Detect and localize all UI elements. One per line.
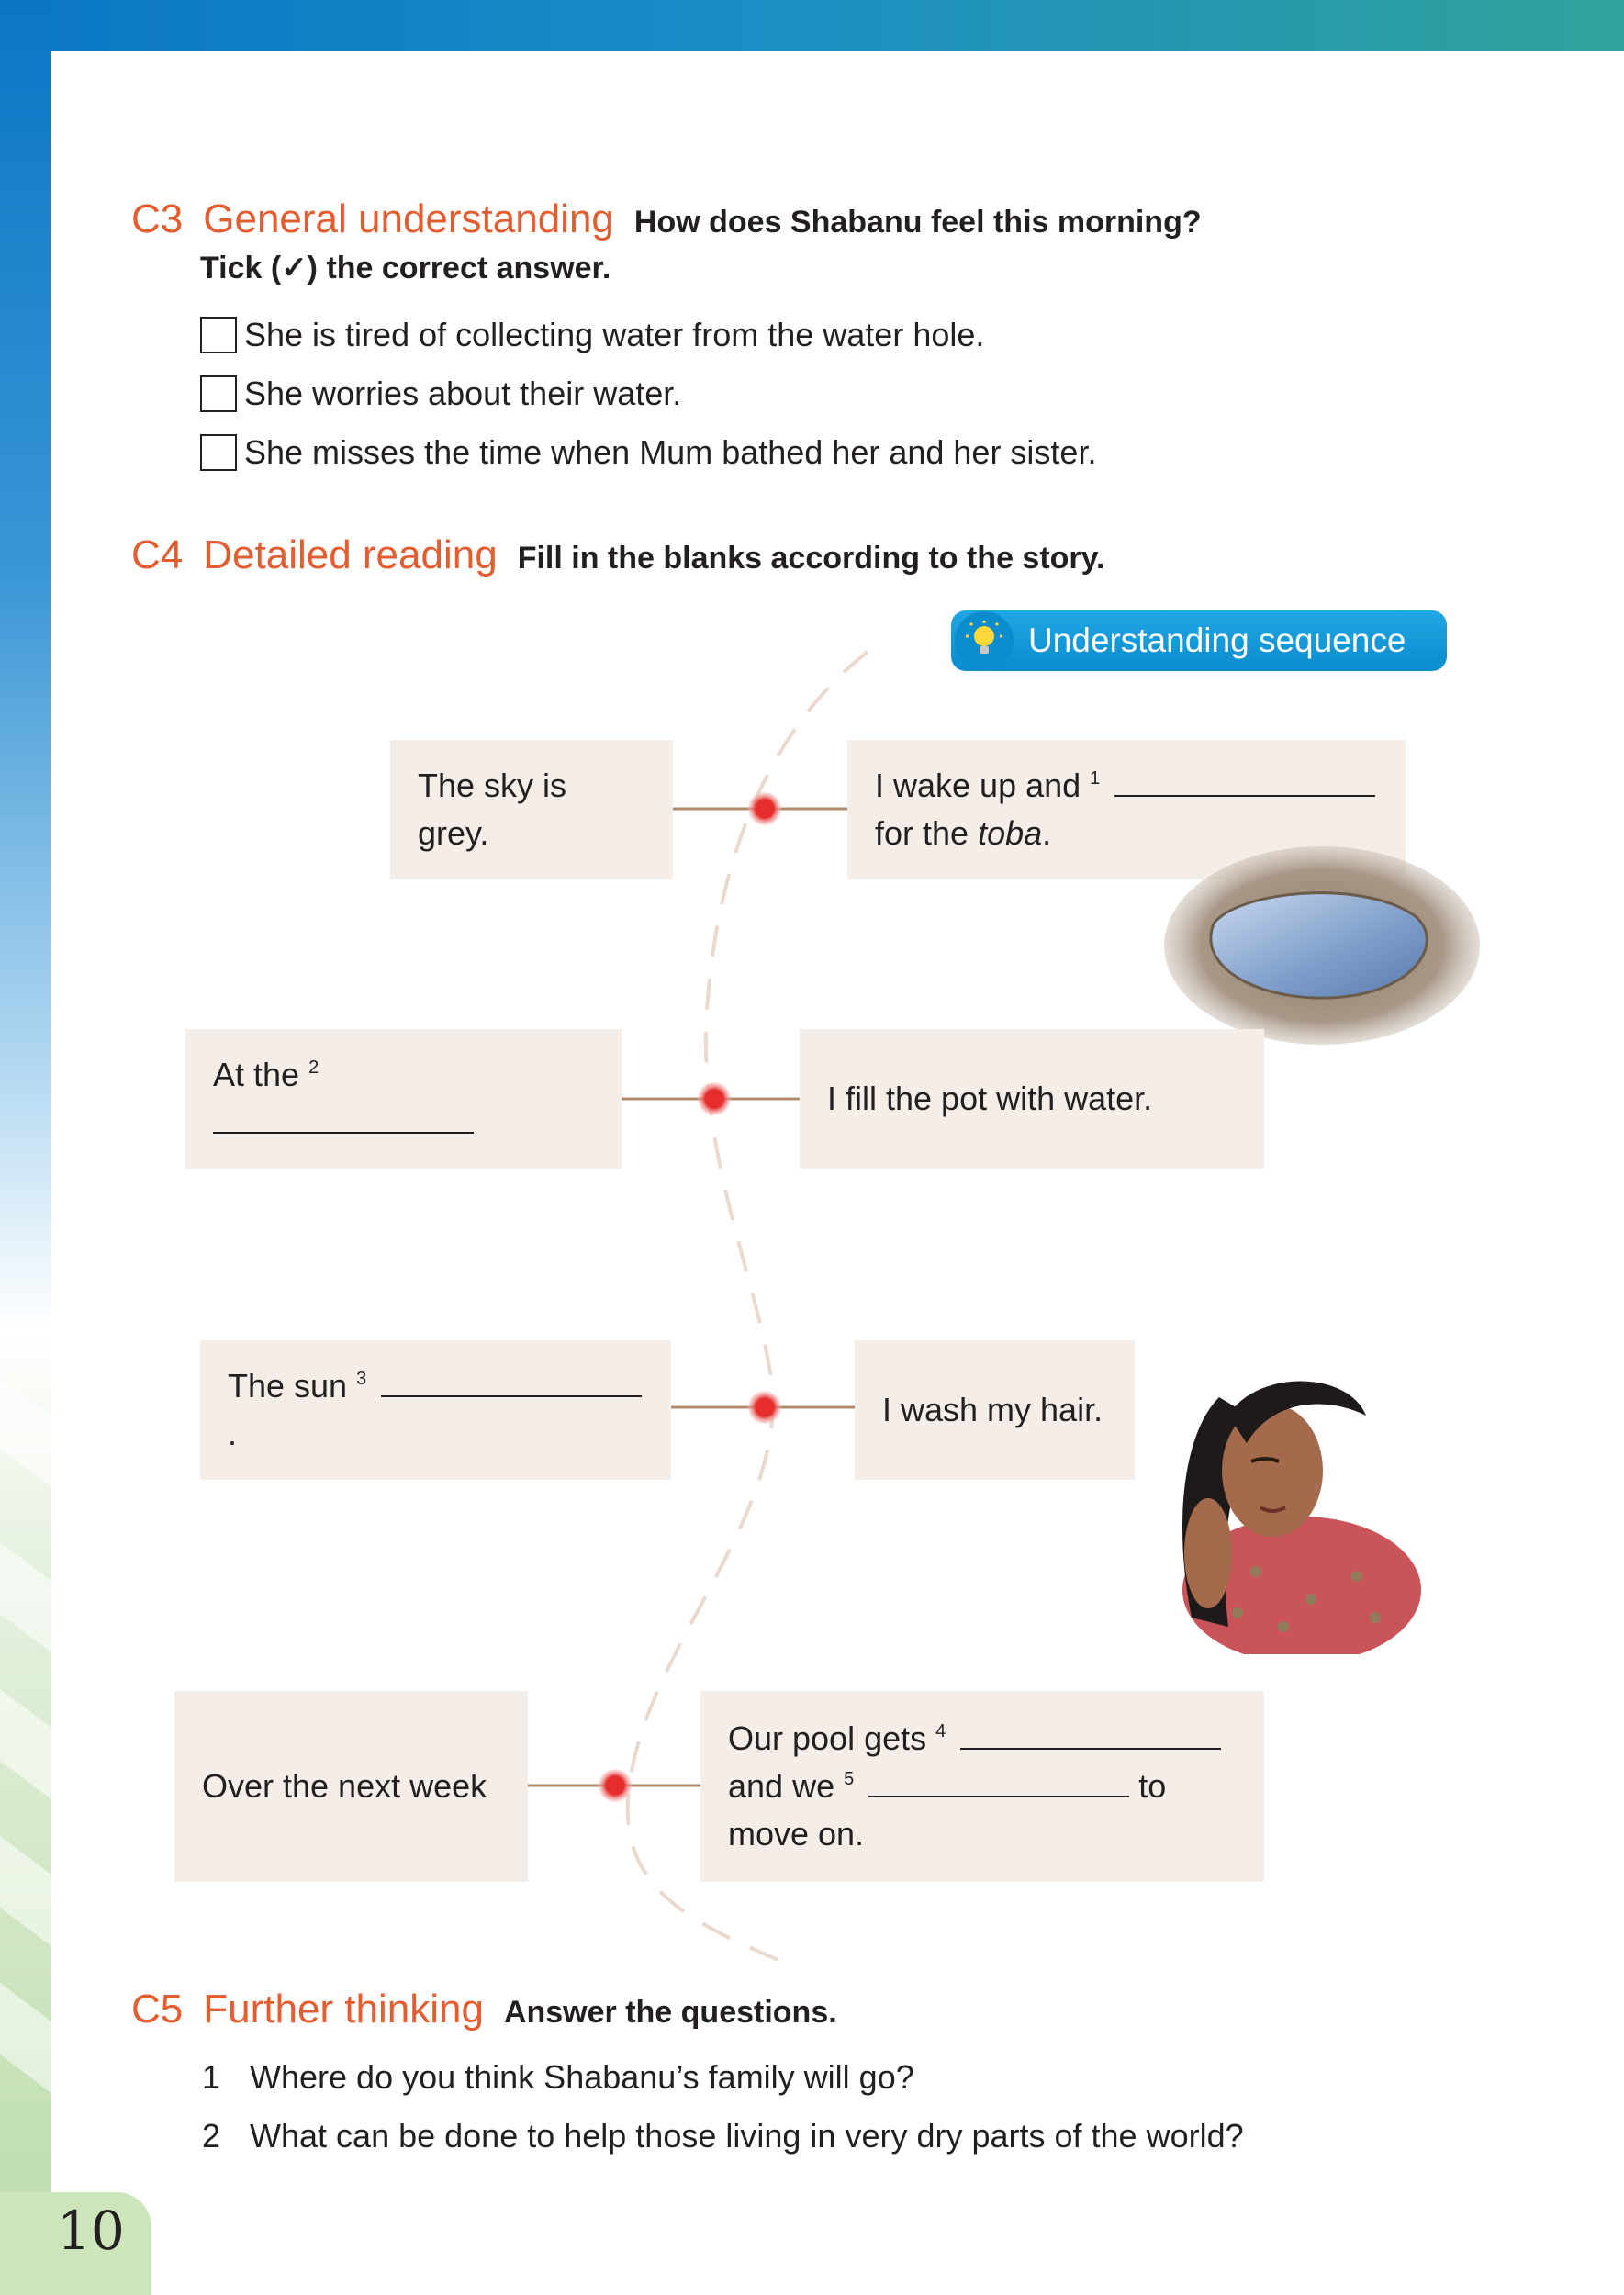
blank-number: 3	[356, 1368, 367, 1389]
box-text: move on.	[728, 1815, 865, 1853]
left-color-band	[0, 0, 51, 2295]
blank-number: 2	[308, 1057, 319, 1078]
box-text: At the	[213, 1055, 300, 1093]
answer-option	[200, 433, 1096, 472]
skill-badge	[951, 610, 1447, 671]
box-text: The sun	[228, 1366, 348, 1405]
timeline-box-right	[855, 1340, 1135, 1480]
timeline-box-left	[390, 740, 673, 879]
box-text: .	[1042, 814, 1052, 852]
tick-box[interactable]	[200, 434, 237, 471]
blank-4[interactable]	[960, 1717, 1221, 1750]
c4-instruction: Fill in the blanks according to the story.	[517, 541, 1105, 576]
box-text: I wake up and	[875, 766, 1081, 804]
box-text: Our pool gets	[728, 1718, 927, 1757]
tick-box[interactable]	[200, 317, 237, 353]
box-text: Over the next week	[202, 1766, 487, 1805]
c3-title: General understanding	[203, 196, 614, 241]
box-text: for the	[875, 814, 969, 852]
c4-title: Detailed reading	[203, 532, 498, 577]
c3-code: C3	[131, 196, 184, 241]
question-text: Where do you think Shabanu’s family will go?	[250, 2058, 914, 2096]
c5-title: Further thinking	[203, 1987, 484, 2032]
timeline-box-right	[800, 1029, 1264, 1169]
answer-option	[200, 375, 681, 413]
top-color-band	[0, 0, 1624, 51]
box-text: I wash my hair.	[882, 1390, 1103, 1428]
box-text: I fill the pot with water.	[827, 1079, 1153, 1117]
c5-code: C5	[131, 1987, 184, 2032]
question-text: What can be done to help those living in very dry parts of the world?	[250, 2117, 1244, 2155]
box-text: .	[228, 1415, 238, 1452]
answer-option-text: She misses the time when Mum bathed her and her sister.	[244, 433, 1097, 471]
blank-number: 5	[844, 1768, 855, 1789]
answer-option	[200, 316, 984, 354]
blank-number: 1	[1090, 767, 1101, 789]
blank-number: 4	[935, 1720, 946, 1741]
box-text: to	[1138, 1766, 1167, 1805]
page-number: 10	[57, 2200, 125, 2262]
tick-box[interactable]	[200, 375, 237, 412]
c3-instruction: How does Shabanu feel this morning?	[633, 205, 1202, 240]
question-number: 2	[202, 2117, 221, 2155]
timeline-box-right	[700, 1691, 1264, 1882]
timeline-box-left	[185, 1029, 622, 1169]
c4-heading	[131, 532, 1105, 578]
girl-washing-hair-illustration	[1164, 1360, 1439, 1654]
blank-3[interactable]	[381, 1364, 642, 1397]
badge-label: Understanding sequence	[1028, 621, 1406, 659]
answer-option-text: She worries about their water.	[244, 375, 682, 412]
question-item	[202, 2058, 914, 2097]
c4-code: C4	[131, 532, 184, 577]
water-hole-illustration	[1159, 843, 1480, 1054]
timeline-box-left	[200, 1340, 671, 1480]
box-text: The sky is grey.	[418, 766, 567, 852]
question-item	[202, 2117, 1244, 2155]
question-number: 1	[202, 2058, 221, 2096]
blank-1[interactable]	[1114, 764, 1375, 797]
timeline-box-left	[174, 1691, 528, 1882]
box-text-italic: toba	[978, 814, 1043, 852]
box-text: and we	[728, 1766, 835, 1805]
blank-5[interactable]	[868, 1764, 1129, 1797]
answer-option-text: She is tired of collecting water from the water hole.	[244, 316, 985, 353]
c3-sub-instruction: Tick (✓) the correct answer.	[200, 251, 611, 285]
lightbulb-icon	[955, 611, 1014, 670]
c5-instruction: Answer the questions.	[503, 1995, 837, 2030]
c3-heading	[131, 196, 1202, 242]
blank-2[interactable]	[213, 1101, 474, 1134]
c5-heading	[131, 1987, 837, 2032]
